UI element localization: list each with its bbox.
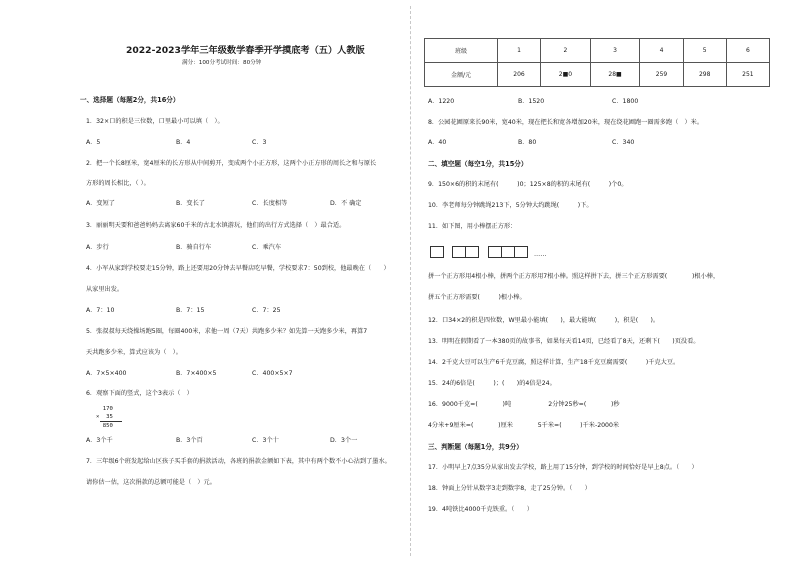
page-subtitle: 满分：100分考试时间：80分钟: [182, 60, 262, 66]
question-3: 3．丽丽明天要和爸爸妈妈去离家60千米的古北水镇游玩，他们的出行方式选择（ ）最合适。: [86, 222, 346, 229]
table-row: [425, 39, 770, 63]
table-cell: 251: [726, 63, 769, 87]
table-cell: 2■0: [541, 63, 591, 87]
square-figure-2b: [465, 246, 479, 258]
q1-option-c: C．3: [252, 139, 267, 146]
question-4-line1: 4．小军从家到学校要走15分钟，路上还要用20分钟去早餐店吃早餐，学校要求7：50到校，他最晚在（ ）: [86, 265, 390, 272]
question-7-line2: 请你估一估，这次捐款的总额可能是（ ）元。: [86, 479, 216, 486]
q3-option-a: A．步行: [86, 244, 109, 251]
table-cell: 28■: [590, 63, 640, 87]
question-5-line1: 5．张叔叔每天绕操场跑5圈，每圈400米，求他一周（7天）共跑多少米？如先算一天跑多少米，再算7: [86, 328, 368, 335]
q7-option-a: A．1220: [428, 98, 455, 105]
table-cell: 3: [590, 39, 640, 63]
table-cell: 6: [726, 39, 769, 63]
question-7-line1: 7．三年级6个班发起给山区孩子买手套的捐款活动，各班的捐款金额如下表，其中有两个数不小心沾到了墨水。: [86, 458, 391, 465]
question-16-line2: 4分米+9厘米=( )厘米 5千米=( )千米-2000米: [428, 422, 620, 429]
q3-option-b: B．骑自行车: [176, 244, 212, 251]
table-cell: 5: [683, 39, 726, 63]
table-row: [425, 63, 770, 87]
question-14: 14．2千克大豆可以生产6千克豆腐，照这样计算，生产18千克豆腐需要( )千克大豆。: [428, 359, 680, 366]
table-cell: 206: [497, 63, 540, 87]
question-9: 9．150×6的积的末尾有( )0；125×8的积的末尾有( )个0。: [428, 181, 628, 188]
q3-option-c: C．乘汽车: [252, 244, 282, 251]
q6-figure-line1: 170: [96, 406, 113, 412]
section-choice-heading: 一、选择题（每题2分，共16分）: [80, 96, 180, 104]
q6-option-a: A．3个千: [86, 437, 113, 444]
question-5-line2: 天共跑多少米，算式应该为（ ）。: [86, 349, 182, 356]
q2-option-c: C．长度相等: [252, 200, 288, 207]
question-11: 11．如下图，用小棒摆正方形：: [428, 223, 517, 230]
question-6: 6．观察下面的竖式，这个3表示（ ）: [86, 390, 193, 397]
q4-option-a: A．7：10: [86, 307, 115, 314]
q6-option-d: D．3个一: [330, 437, 358, 444]
donation-table: [424, 38, 770, 87]
page-title: 2022-2023学年三年级数学春季开学摸底考（五）人教版: [126, 45, 365, 56]
q8-option-c: C．340: [612, 139, 635, 146]
q2-option-d: D．不 确定: [330, 200, 362, 207]
q5-option-b: B．7×400×5: [176, 370, 217, 377]
question-1: 1．32×口的积是三位数，口里最小可以填（ ）。: [86, 118, 224, 125]
q6-figure-line2: × 35: [96, 414, 113, 420]
q2-option-b: B．变长了: [176, 200, 205, 207]
section-judge-heading: 三、判断题（每题1分，共9分）: [428, 443, 523, 451]
table-cell: 1: [497, 39, 540, 63]
table-cell: 4: [640, 39, 683, 63]
square-figure-3a: [488, 246, 502, 258]
q8-option-b: B．80: [518, 139, 537, 146]
question-13: 13．明明在假期看了一本380页的故事书，如果每天看14页，已经看了8天，还剩下( )页没看。: [428, 338, 700, 345]
q7-option-c: C．1800: [612, 98, 639, 105]
table-cell: 259: [640, 63, 683, 87]
question-4-line2: 从家里出发。: [86, 286, 124, 293]
q6-option-c: C．3个十: [252, 437, 279, 444]
square-figure-3b: [501, 246, 515, 258]
q1-option-b: B．4: [176, 139, 191, 146]
question-8: 8．公园花圃原来长90米，宽40米，现在把长和宽各增加20米，现在绕花圃跑一圈需多跑（ ）米。: [428, 119, 704, 126]
question-11-line2: 拼五个正方形需要( )根小棒。: [428, 294, 526, 301]
q7-option-b: B．1520: [518, 98, 545, 105]
square-figure-3c: [514, 246, 528, 258]
question-2-line2: 方形的周长相比，（ ）。: [86, 180, 150, 187]
q2-option-a: A．变短了: [86, 200, 115, 207]
table-cell: 金额/元: [425, 63, 498, 87]
question-16-line1: 16．9000千克=( )吨 2分钟25秒=( )秒: [428, 401, 620, 408]
question-11-line1: 拼一个正方形用4根小棒，拼两个正方形用7根小棒。照这样拼下去，拼三个正方形需要( )根小棒，: [428, 273, 720, 280]
q6-figure-rule: [100, 421, 122, 422]
question-17: 17．小明早上7点35分从家出发去学校，路上用了15分钟，到学校的时间恰好是早上8点。（ ）: [428, 464, 698, 471]
question-10: 10．李老师每分钟跳绳213下，5分钟大约跳绳( )下。: [428, 202, 593, 209]
question-18: 18．钟面上分针从数字3走到数字8，走了25分钟。（ ）: [428, 485, 591, 492]
table-cell: 298: [683, 63, 726, 87]
q6-figure-line3: 850: [96, 423, 113, 429]
q1-option-a: A．5: [86, 139, 101, 146]
table-cell: 2: [541, 39, 591, 63]
q8-option-a: A．40: [428, 139, 447, 146]
question-12: 12．口34×2的积是四位数，W里最小能填( )，最大能填( )，积是( )。: [428, 317, 660, 324]
q6-option-b: B．3个百: [176, 437, 203, 444]
q5-option-a: A．7×5×400: [86, 370, 127, 377]
section-fill-heading: 二、填空题（每空1分，共15分）: [428, 160, 528, 168]
column-divider: [410, 6, 411, 556]
question-15: 15．24的6倍是( )；( )的4倍是24。: [428, 380, 556, 387]
square-figure-1: [430, 246, 444, 258]
question-2-line1: 2．把一个长8厘米，宽4厘米的长方形从中间剪开，变成两个小正方形，这两个小正方形的周长之和与原长: [86, 160, 377, 167]
question-19: 19．4吨铁比4000千克铁重。（ ）: [428, 506, 533, 513]
square-figure-ellipsis: ……: [534, 251, 547, 258]
q5-option-c: C．400×5×7: [252, 370, 293, 377]
q4-option-b: B．7：15: [176, 307, 205, 314]
square-figure-2a: [452, 246, 466, 258]
table-cell: 班级: [425, 39, 498, 63]
q4-option-c: C．7：25: [252, 307, 281, 314]
